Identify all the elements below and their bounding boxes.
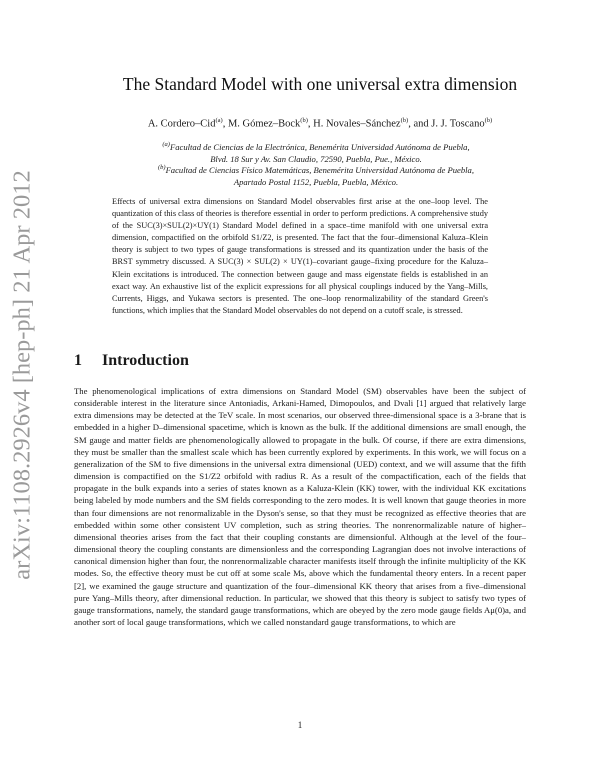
affiliation-mark: (a) — [162, 141, 170, 148]
page-number: 1 — [297, 720, 303, 730]
paper-title: The Standard Model with one universal extra dimension — [122, 74, 518, 94]
author-name: H. Novales–Sánchez — [313, 118, 401, 130]
affiliation-address: Apartado Postal 1152, Puebla, Puebla, México. — [233, 176, 399, 187]
section-heading — [74, 352, 189, 370]
affiliation-line: Facultad de Ciencias de la Electrónica, Benemérita Universidad Autónoma de Puebla, — [169, 141, 470, 152]
author-separator: , — [307, 118, 314, 130]
affiliation-line: Facultad de Ciencias Físico Matemáticas, Benemérita Universidad Autónoma de Puebla, — [165, 164, 475, 175]
author-separator: , — [222, 118, 228, 130]
author-affiliation-mark: (a) — [215, 117, 223, 124]
author-name: M. Gómez–Bock — [227, 118, 301, 130]
arxiv-identifier-text: arXiv:1108.2926v4 [hep-ph] 21 Apr 2012 — [9, 170, 36, 580]
abstract: Effects of universal extra dimensions on Standard Model observables first arise at the one–loop level. The quantization of this class of theories is therefore essential in order to perform predictions. A comprehensive study of the SUC(3)×SUL(2)×UY(1) Standard Model defined in a space–time manifold with one universal extra dimension, compactified on the orbifold S1/Z2, is presented. The fact that the four–dimensional Kaluza–Klein theory is subject to two types of gauge transformations is stressed and its quantization under the basis of the BRST symmetry discussed. A SUC(3) × SUL(2) × UY(1)–covariant gauge–fixing procedure for the Kaluza–Klein excitations is introduced. The connection between gauge and mass eigenstate fields is established in an exact way. An exhaustive list of the explicit expressions for all physical couplings induced by the Yang–Mills, Currents, Higgs, and Yukawa sectors is presented. The one–loop renormalizability of the standard Green's functions, which implies that the Standard Model observables do not depend on a cutoff scale, is stressed. — [112, 197, 488, 315]
author-separator: , and — [408, 118, 432, 130]
affiliation-b — [92, 162, 540, 188]
author-name: A. Cordero–Cid — [147, 118, 216, 130]
author-affiliation-mark: (b) — [300, 117, 308, 124]
author-list — [60, 117, 580, 130]
affiliation-mark: (b) — [157, 164, 166, 171]
section-number: 1 — [74, 352, 82, 369]
affiliation-a — [92, 139, 540, 165]
introduction-paragraph: The phenomenological implications of extra dimensions on Standard Model (SM) observables have been the subject of considerable interest in the literature since Antoniadis, Arkani-Hamed, Dimopoulos, and Dvali [1] argued that relatively large extra dimensions may be detected at the TeV scale. In most scenarios, our observed three-dimensional space is a 3-brane that is embedded in a higher D–dimensional spacetime, which is known as the bulk. If the additional dimensions are small enough, the SM gauge and matter fields are phenomenologically allowed to propagate in the bulk. Of course, if there are extra dimensions, they must be smaller than the smallest scale which has been currently explored by experiments. In this work, we will focus on a generalization of the SM to five dimensions in the universal extra dimensional (UED) context, and we will assume that the fifth dimension is compactified on the S1/Z2 orbifold with radius R. As a result of the compactification, each of the fields that propagate in the bulk expands into a series of states known as a Kaluza-Klein (KK) tower, with the individual KK excitations being labeled by mode numbers and the SM fields corresponding to the zero modes. It is well known that gauge theories in more than four dimensions are not renormalizable in the Dyson's sense, so that they must be recognized as effective theories that are embedded within some other consistent UV completion, such as string theories. The nonrenormalizable nature of higher–dimensional theories arises from the fact that their coupling constants are dimensionful. Although at the level of the four–dimensional theory the coupling constants are dimensionless and the corresponding Lagrangian does not involve interactions of canonical dimension higher than four, the nonrenormalizable character manifests itself through the infinite multiplicity of the KK modes. So, the effective theory must be cut off at some scale Ms, above which the fundamental theory enters. In a recent paper [2], we examined the gauge structure and quantization of the four–dimensional KK theory that arises from a five–dimensional pure Yang–Mills theory, after dimensional reduction. In particular, we showed that this theory is subject to satisfy two types of gauge transformations, namely, the standard gauge transformations, which are obeyed by the zero mode gauge fields Aμ(0)a, and another sort of local gauge transformations, which we called nonstandard gauge transformations, to which are — [74, 386, 526, 627]
section-title: Introduction — [102, 352, 189, 369]
author-name: J. J. Toscano — [431, 118, 485, 130]
affiliation-address: Blvd. 18 Sur y Av. San Claudio, 72590, Puebla, Pue., México. — [210, 153, 422, 164]
author-affiliation-mark: (b) — [484, 117, 493, 124]
author-affiliation-mark: (b) — [400, 117, 409, 124]
arxiv-identifier-stamp — [2, 170, 44, 580]
